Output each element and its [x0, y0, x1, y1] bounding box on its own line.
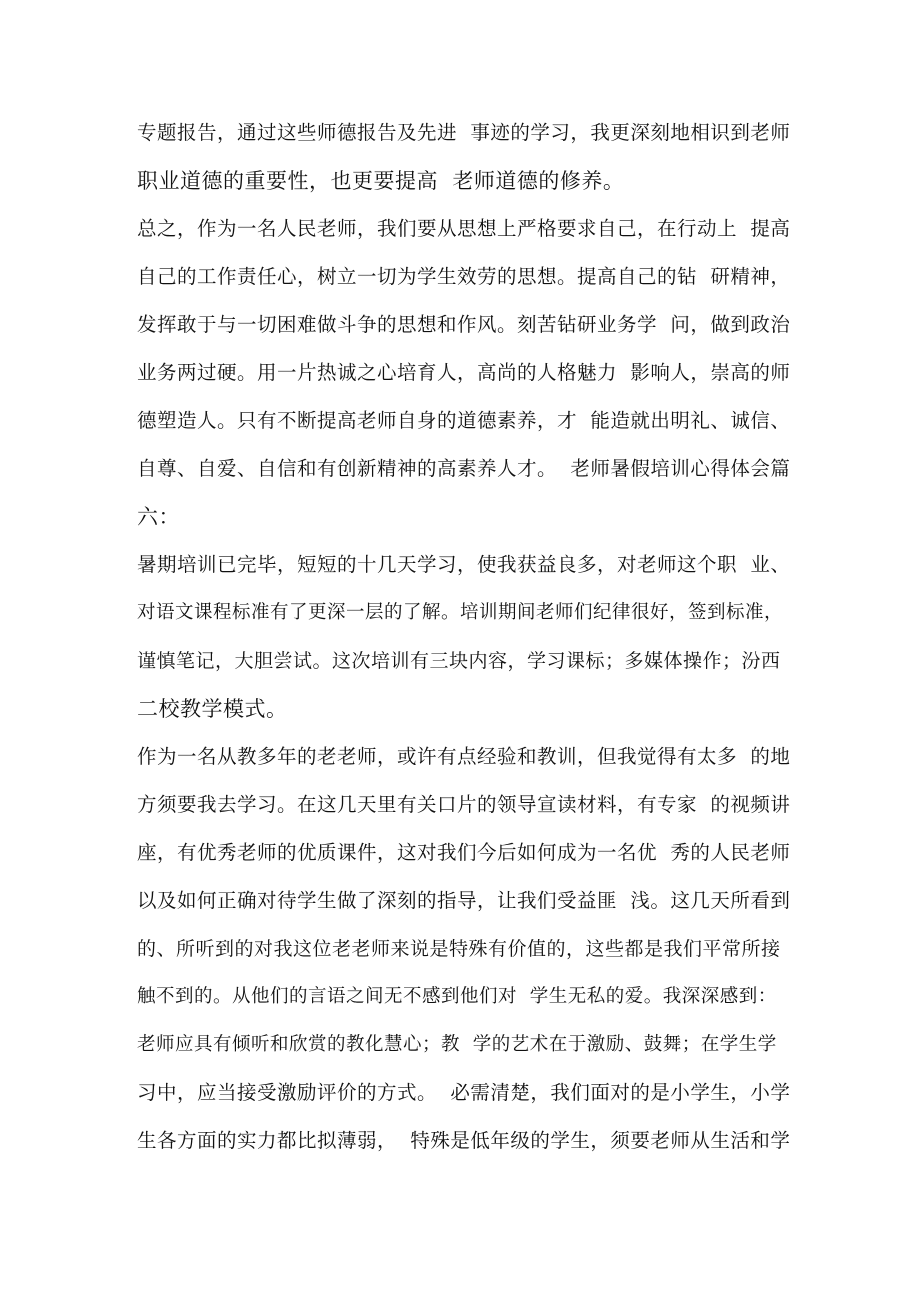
text-line: 自己的工作责任心，树立一切为学生效劳的思想。提高自己的钻 研精神，: [137, 265, 791, 288]
text-line: 对语文课程标准有了更深一层的了解。培训期间老师们纪律很好，签到标准，: [137, 602, 784, 623]
text-line: 座，有优秀老师的优质课件，这对我们今后如何成为一名优 秀的人民老师: [137, 841, 791, 864]
text-line: 触不到的。从他们的言语之间无不感到他们对 学生无私的爱。我深深感到：: [137, 986, 777, 1007]
text-line: 以及如何正确对待学生做了深刻的指导，让我们受益匪 浅。这几天所看到: [137, 889, 791, 912]
text-line: 德塑造人。只有不断提高老师自身的道德素养，才 能造就出明礼、诚信、: [137, 409, 791, 432]
text-line: 二校教学模式。: [137, 697, 288, 721]
text-line: 方须要我去学习。在这几天里有关口片的领导宣读材料，有专家 的视频讲: [137, 793, 791, 816]
text-line: 的、所听到的对我这位老老师来说是特殊有价值的，这些都是我们平常所接: [137, 938, 781, 960]
text-line: 习中，应当接受激励评价的方式。 必需清楚，我们面对的是小学生，小学: [137, 1081, 791, 1104]
text-line: 谨慎笔记，大胆尝试。这次培训有三块内容，学习课标；多媒体操作；汾西: [137, 650, 781, 672]
text-line: 总之，作为一名人民老师，我们要从思想上严格要求自己，在行动上 提高: [137, 217, 791, 240]
text-line: 六：: [137, 505, 180, 529]
text-line: 专题报告，通过这些师德报告及先进 事迹的学习，我更深刻地相识到老师: [137, 121, 791, 144]
text-line: 发挥敢于与一切困难做斗争的思想和作风。刻苦钻研业务学 问，做到政治: [137, 313, 791, 336]
text-line: 职业道德的重要性，也更要提高 老师道德的修养。: [137, 169, 625, 193]
text-line: 暑期培训已完毕，短短的十几天学习，使我获益良多，对老师这个职 业、: [137, 553, 791, 576]
text-line: 业务两过硬。用一片热诚之心培育人，高尚的人格魅力 影响人，崇高的师: [137, 361, 791, 384]
text-line: 作为一名从教多年的老老师，或许有点经验和教训，但我觉得有太多 的地: [137, 745, 791, 768]
text-line: 老师应具有倾听和欣赏的教化慧心；教 学的艺术在于激励、鼓舞；在学生学: [137, 1034, 777, 1055]
text-line: 自尊、自爱、自信和有创新精神的高素养人才。 老师暑假培训心得体会篇: [137, 457, 791, 480]
text-line: 生各方面的实力都比拟薄弱， 特殊是低年级的学生，须要老师从生活和学: [137, 1129, 791, 1152]
